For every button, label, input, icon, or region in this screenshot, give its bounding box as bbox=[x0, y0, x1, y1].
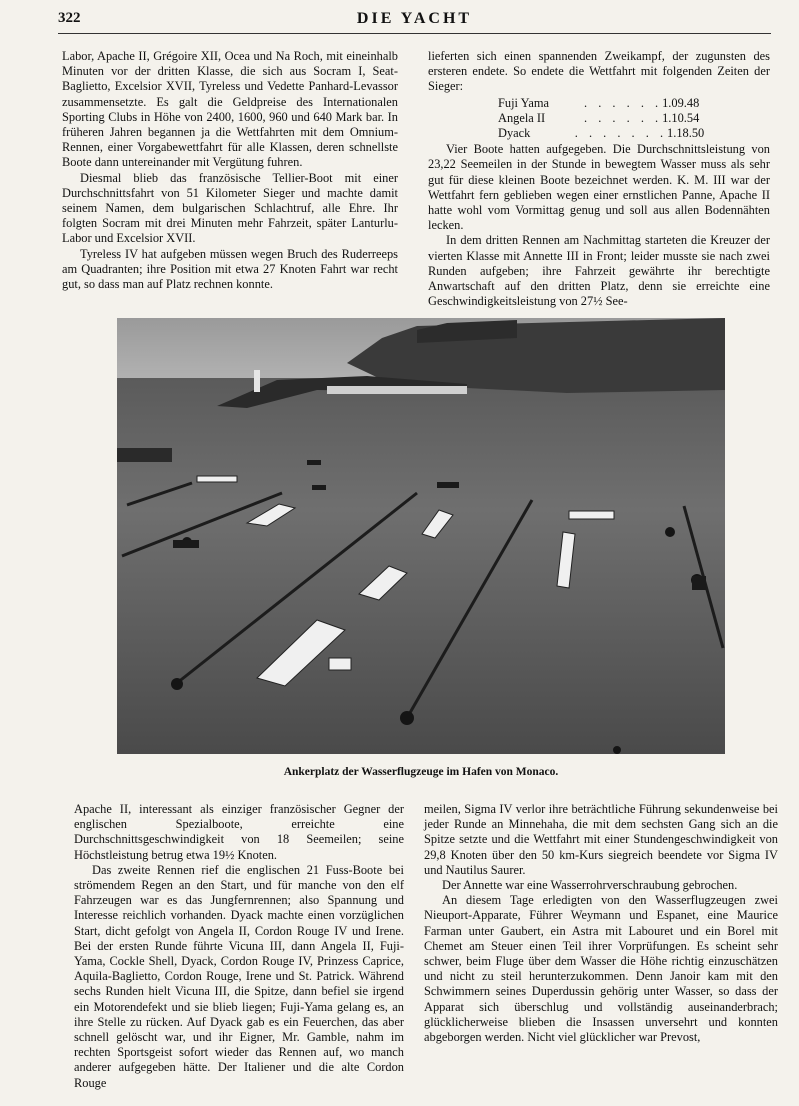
result-row bbox=[498, 126, 708, 141]
paragraph: Vier Boote hatten aufgegeben. Die Durchschnittsleistung von 23,22 Seemeilen in der Stunde in bewegtem Wasser muss als sehr gut für diese kleinen Boote bezeichnet werden. K. M. III war der Wettfahrt fern geblieben wegen einer ernstlichen Panne, Apache II hatte wohl vom Vormittag genug und soll aus allen Bodennähten lecken. bbox=[428, 142, 770, 233]
result-leader: . . . . . . bbox=[584, 110, 663, 125]
result-row bbox=[498, 96, 708, 111]
result-time: 1.09.48 bbox=[662, 95, 700, 110]
paragraph: Labor, Apache II, Grégoire XII, Ocea und Na Roch, mit eineinhalb Minuten vor der dritten Klasse, die sich aus Socram I, Seat-Baglietto, Excelsior XVII, Tyreless und Vedette Panhard-Levassor zusammensetzte. Es galt die Geldpreise des Internationalen Sporting Clubs in Höhe von 2400, 1600, 960 und 640 Mark bar. In früheren Jahren begannen ja die Wettfahrten mit dem Omnium-Rennen, einer Vorgabewettfahrt für alle Klassen, deren schnellste Boote dann untereinander mit Vergütung fuhren. bbox=[62, 49, 398, 170]
paragraph: An diesem Tage erledigten von den Wasserflugzeugen zwei Nieuport-Apparate, Führer Weymann und Espanet, eine Maurice Farman unter Gaubert, ein Astra mit Labouret und ein Borel mit Chemet am Steuer einen Teil ihrer Vorprüfungen. Es scheint sehr schwer, beim Fluge über dem Wasser die Höhe richtig einzuschätzen und nicht zu steil herunterzukommen. Denn Janoir kam mit den Schwimmern seines Duperdussin gehörig unter Wasser, so dass der Apparat sich überschlug und vollständig auseinanderbrach; glücklicherweise blieben die Insassen unversehrt und konnten abgeborgen werden. Nicht viel glücklicher war Prevost, bbox=[424, 893, 778, 1045]
results-table bbox=[498, 96, 770, 142]
header-rule bbox=[58, 33, 771, 34]
page-number: 322 bbox=[58, 10, 81, 26]
result-leader: . . . . . . . bbox=[574, 126, 668, 141]
harbor-photo bbox=[117, 318, 725, 754]
page-header bbox=[58, 10, 771, 32]
result-time: 1.18.50 bbox=[667, 126, 705, 141]
paragraph: meilen, Sigma IV verlor ihre beträchtliche Führung sekundenweise bei jeder Runde an Minnehaha, die mit dem sechsten Gang sich an die Spitze setzte und die Wettfahrt mit einer Stundengeschwindigkeit von 29,8 Knoten über den 50 km-Kurs siegreich beendete vor Sigma IV und Nautilus Saurer. bbox=[424, 802, 778, 877]
paragraph: Das zweite Rennen rief die englischen 21 Fuss-Boote bei strömendem Regen an den Start, und für manche von den elf Fahrzeugen war es das Jungfernrennen; also Spannung und Interesse reichlich vorhanden. Dyack machte einen vorzüglichen Start, dicht gefolgt von Angela II, Cordon Rouge IV und Irene. Bei der ersten Runde führte Vicuna III, dann Angela II, Fuji-Yama, Cockle Shell, Dyack, Cordon Rouge IV, Prinzess Caprice, Aquila-Baglietto, Cordon Rouge, Irene und St. Patrick. Während sechs Runden hielt Vicuna III, die Spitze, dann befiel sie irgend ein Motorendefekt und sie blieb liegen; Fuji-Yama gelang es, an ihre Stelle zu rücken. Auf Dyack gab es ein Feuerchen, das aber schnell gelöscht war, und ihr Eigner, Mr. Gamble, nahm im rechten Sportsgeist sofort wieder das Rennen auf, wo manch anderer aufgegeben hätte. Der Italiener und die alte Cordon Rouge bbox=[74, 862, 404, 1090]
paragraph: Der Annette war eine Wasserrohrverschraubung gebrochen. bbox=[442, 878, 738, 893]
column-bottom-left bbox=[74, 802, 404, 1091]
paragraph: Apache II, interessant als einziger französischer Gegner der englischen Spezialboote, erreichte eine Durchschnittsgeschwindigkeit von 18 Seemeilen; seine Höchstleistung betrug etwa 19½ Knoten. bbox=[74, 802, 404, 862]
result-row bbox=[498, 111, 708, 126]
paragraph: lieferten sich einen spannenden Zweikampf, der zugunsten des ersteren endete. So endete die Wettfahrt mit folgenden Zeiten der Sieger: bbox=[428, 49, 770, 94]
column-bottom-right bbox=[424, 802, 778, 1045]
figure-caption: Ankerplatz der Wasserflugzeuge im Hafen von Monaco. bbox=[283, 766, 559, 778]
result-boat: Fuji Yama bbox=[498, 95, 549, 110]
paragraph: In dem dritten Rennen am Nachmittag starteten die Kreuzer der vierten Klasse mit Annette III in Front; leider musste sie nach zwei Runden aufgeben; ihre Fahrzeit gewährte ihr berechtigte Anwartschaft auf den dritten Platz, denn sie erreichte eine Geschwindigkeitsleistung von 27½ See- bbox=[428, 233, 770, 309]
journal-title: DIE YACHT bbox=[356, 10, 473, 27]
result-boat: Dyack bbox=[498, 126, 531, 141]
result-time: 1.10.54 bbox=[662, 110, 700, 125]
seaplanes-harbor-image bbox=[117, 318, 725, 754]
column-top-right bbox=[428, 49, 770, 309]
result-leader: . . . . . . bbox=[584, 95, 663, 110]
paragraph: Diesmal blieb das französische Tellier-Boot mit einer Durchschnittsfahrt von 51 Kilometer Sieger und machte damit seinem Namen, dem bulgarischen Schlachtruf, alle Ehre. Ihr folgten Socram mit drei Minuten mehr Fahrzeit, später Lanturlu-Labor und Excelsior XVII. bbox=[62, 170, 398, 246]
result-boat: Angela II bbox=[498, 110, 546, 125]
paragraph: Tyreless IV hat aufgeben müssen wegen Bruch des Ruderreeps am Quadranten; ihre Position mit etwa 27 Knoten Fahrt war recht gut, so dass man auf Platz rechnen konnte. bbox=[62, 246, 398, 292]
column-top-left bbox=[62, 49, 398, 292]
